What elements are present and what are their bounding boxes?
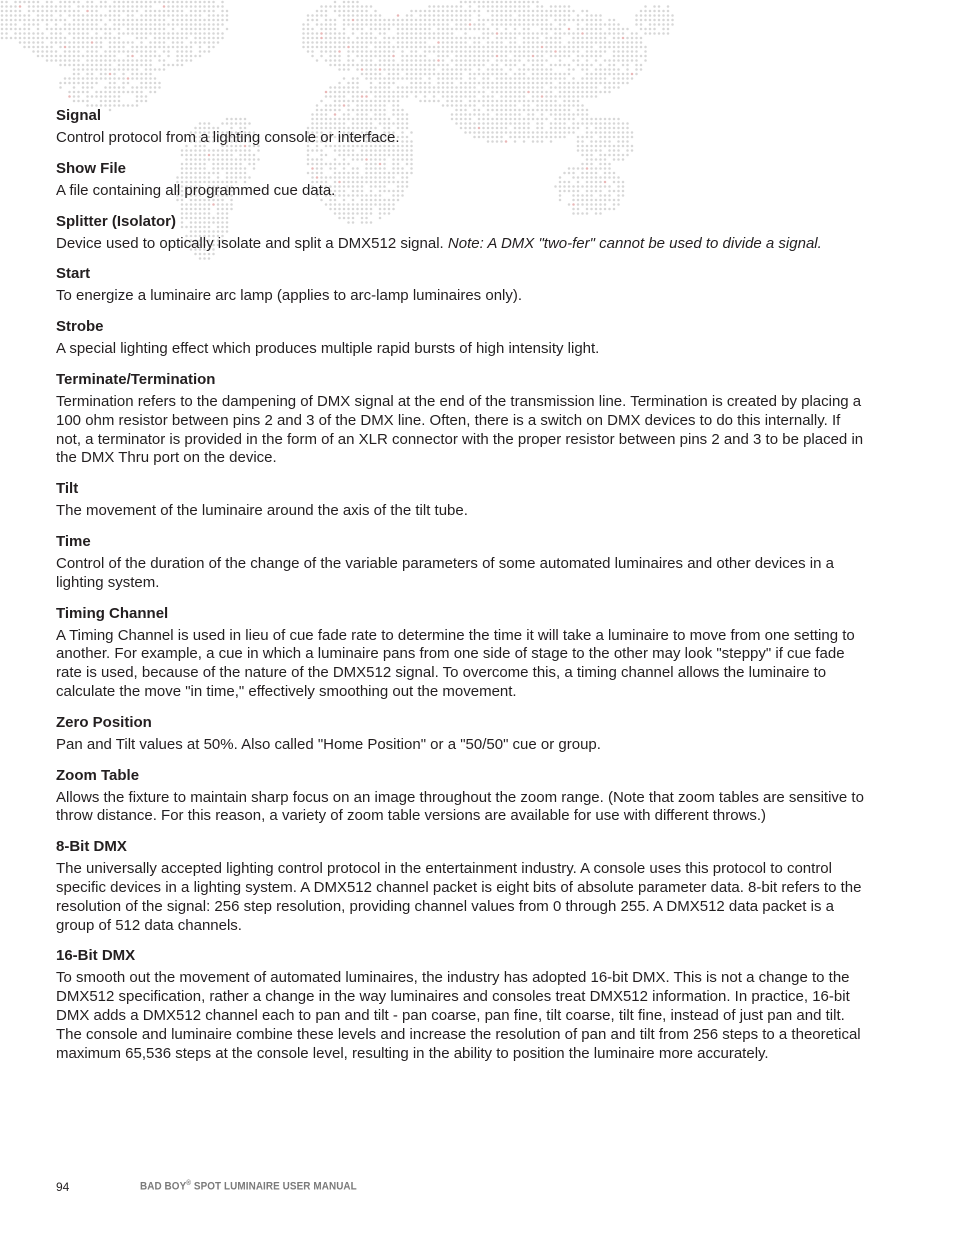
glossary-entry-termination	[56, 371, 868, 468]
glossary-entry-strobe	[56, 318, 868, 359]
glossary-entry-zoom-table	[56, 767, 868, 827]
glossary-entry-tilt	[56, 480, 868, 521]
glossary-entry-time	[56, 533, 868, 593]
manual-title-rest: SPOT LUMINAIRE USER MANUAL	[191, 1180, 357, 1193]
glossary-term: Start	[56, 265, 91, 283]
glossary-term: Splitter (Isolator)	[56, 212, 177, 230]
glossary-term: Signal	[56, 107, 102, 124]
glossary-entry-splitter	[56, 213, 868, 254]
definition-note: Note: A DMX "two-fer" cannot be used to divide a signal.	[447, 234, 822, 252]
glossary-definition: Allows the fixture to maintain sharp focus on an image throughout the zoom range. (Note that zoom tables are sensitive to throw distance. For this reason, a variety of zoom table versions are available for use with different throws.)	[56, 788, 864, 825]
glossary-definition: Control protocol from a lighting console or interface.	[56, 129, 400, 146]
glossary-definition: Pan and Tilt values at 50%. Also called "Home Position" or a "50/50" cue or group.	[56, 735, 601, 753]
glossary-entry-timing-channel	[56, 605, 868, 702]
manual-title	[140, 1180, 357, 1193]
glossary-definition: A file containing all programmed cue data.	[56, 181, 336, 199]
glossary-term: 16-Bit DMX	[56, 947, 136, 965]
glossary-definition: To energize a luminaire arc lamp (applies to arc-lamp luminaires only).	[56, 287, 523, 305]
glossary-term: Show File	[56, 159, 127, 177]
glossary-entry-show-file	[56, 160, 868, 201]
manual-title-brand: BAD BOY	[140, 1180, 187, 1193]
glossary-term: Zoom Table	[56, 766, 140, 784]
page-footer	[56, 1178, 656, 1198]
glossary-term: Tilt	[56, 480, 79, 498]
glossary-definition: A Timing Channel is used in lieu of cue fade rate to determine the time it will take a luminaire to move from one setting to another. For example, a cue in which a luminaire pans from one side of stage to the other may look "steppy" if cue fade rate is used, because of the nature of the DMX512 signal. To overcome this, a timing channel allows the luminaire to calculate the move "in time," effectively smoothing out the movement.	[56, 626, 855, 700]
glossary-entry-16-bit-dmx	[56, 947, 868, 1063]
definition-text: Device used to optically isolate and split a DMX512 signal.	[56, 234, 444, 252]
glossary-definition: To smooth out the movement of automated luminaires, the industry has adopted 16-bit DMX. This is not a change to the DMX512 specification, rather a change in the way luminaires and consoles treat DMX512 information. In practice, 16-bit DMX adds a DMX512 channel each to pan and tilt - pan coarse, pan fine, tilt coarse, tilt fine, instead of just pan and tilt. The console and luminaire combine these levels and increase the resolution of pan and tilt from 256 steps to a theoretical maximum 65,536 steps at the console level, resulting in the ability to position the luminaire more accurately.	[56, 969, 861, 1062]
glossary-definition: Termination refers to the dampening of DMX signal at the end of the transmission line. Termination is created by placing a 100 ohm resistor between pins 2 and 3 of the DMX line. Often, there is a switch on DMX devices to do this internally. If not, a terminator is provided in the form of an XLR connector with the proper resistor between pins 2 and 3 to be placed in the DMX Thru port on the device.	[56, 392, 864, 467]
glossary-definition	[56, 235, 868, 254]
glossary-definition: The movement of the luminaire around the axis of the tilt tube.	[56, 502, 468, 520]
registered-mark: ®	[186, 1180, 192, 1187]
page-number: 94	[56, 1180, 70, 1194]
glossary-term: Timing Channel	[56, 604, 169, 622]
glossary-entry-start	[56, 265, 868, 306]
glossary-term: 8-Bit DMX	[56, 838, 127, 856]
glossary-list	[56, 107, 868, 1075]
glossary-entry-signal	[56, 107, 868, 148]
glossary-entry-zero-position	[56, 714, 868, 755]
glossary-entry-8-bit-dmx	[56, 838, 868, 935]
glossary-term: Time	[56, 532, 91, 550]
glossary-definition: The universally accepted lighting control protocol in the entertainment industry. A console uses this protocol to control specific devices in a lighting system. A DMX512 channel packet is eight bits of absolute parameter data. 8-bit refers to the resolution of the signal: 256 step resolution, providing channel values from 0 through 255. A DMX512 data packet is a group of 512 data channels.	[56, 860, 862, 934]
glossary-term: Terminate/Termination	[56, 370, 216, 388]
glossary-definition: Control of the duration of the change of the variable parameters of some automated luminaires and other devices in a lighting system.	[56, 554, 834, 591]
glossary-definition: A special lighting effect which produces multiple rapid bursts of high intensity light.	[56, 340, 600, 358]
glossary-term: Strobe	[56, 318, 104, 336]
glossary-term: Zero Position	[56, 713, 152, 731]
